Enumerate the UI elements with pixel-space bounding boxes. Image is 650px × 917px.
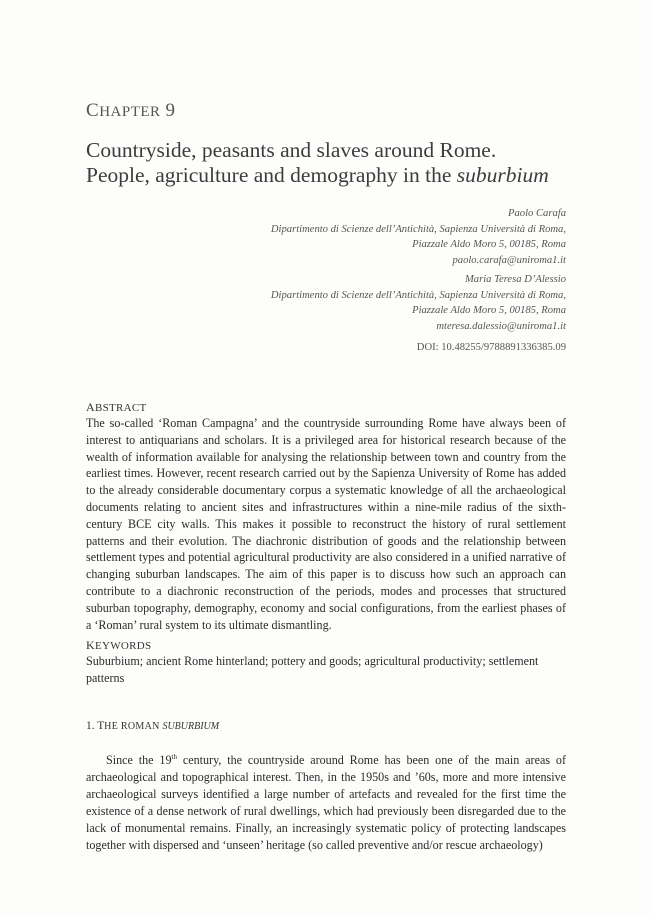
body-text-start: Since the 19 — [106, 753, 172, 767]
author-2-name: Maria Teresa D’Alessio — [464, 274, 566, 285]
section-heading — [86, 720, 219, 732]
chapter-title — [86, 138, 606, 188]
chapter-heading — [86, 100, 176, 122]
author-1-name: Paolo Carafa — [508, 208, 566, 219]
author-1-address: Piazzale Aldo Moro 5, 00185, Roma — [412, 239, 566, 250]
abstract-text: The so-called ‘Roman Campagna’ and the countryside surrounding Rome have always been of interest to antiquarians and scholars. It is a privileged area for historical research because of the wealth of information available for analysing the relationship between town and country from the earliest times. However, recent research carried out by the Sapienza University of Rome has added to the already considerable documentary corpus a systematic knowledge of all the archaeological documents relating to ancient sites and infrastructures within a nine-mile radius of the sixth-century BCE city walls. This makes it possible to reconstruct the history of rural settlement patterns and their evolution. The diachronic distribution of goods and the relationship between settlement types and potential agricultural productivity are also considered in a unified narrative of changing suburban landscapes. The aim of this paper is to discuss how such an approach can contribute to a diachronic reconstruction of the periods, modes and processes that structured suburban topography, demography, economy and social configurations, from the earliest phases of a ‘Roman’ rural system to its ultimate dismantling. — [86, 416, 566, 632]
body-superscript: th — [171, 752, 177, 761]
title-line-2 — [86, 163, 606, 188]
title-line-1: Countryside, peasants and slaves around Rome. — [86, 138, 497, 162]
author-2-email[interactable]: mteresa.dalessio@uniroma1.it — [436, 320, 566, 332]
title-line-2-text: People, agriculture and demography in the — [86, 163, 457, 187]
body-paragraph — [86, 752, 566, 853]
author-1-email[interactable]: paolo.carafa@uniroma1.it — [452, 254, 566, 266]
author-block — [146, 206, 566, 334]
section-number: 1. — [86, 720, 95, 732]
keywords-label-initial: K — [86, 638, 95, 652]
section-title-rest: HE ROMAN — [104, 721, 163, 732]
author-2-affiliation: Dipartimento di Scienze dell’Antichità, Sapienza Università di Roma, — [270, 289, 566, 301]
keywords-text: Suburbium; ancient Rome hinterland; pottery and goods; agricultural productivity; settlement patterns — [86, 654, 539, 685]
author-1-affiliation: Dipartimento di Scienze dell’Antichità, Sapienza Università di Roma, — [270, 223, 566, 235]
chapter-label-initial: C — [86, 100, 100, 121]
abstract-label-initial: A — [86, 400, 95, 414]
abstract-label — [86, 400, 147, 415]
section-title-initial: T — [97, 720, 105, 732]
chapter-number: 9 — [165, 100, 176, 121]
keywords-label — [86, 638, 151, 653]
section-title-italic: SUBURBIUM — [162, 721, 220, 732]
title-line-2-italic: suburbium — [456, 163, 549, 187]
doi[interactable]: DOI: 10.48255/9788891336385.09 — [416, 342, 566, 353]
chapter-label-rest: HAPTER — [99, 104, 161, 120]
author-2-address: Piazzale Aldo Moro 5, 00185, Roma — [412, 305, 566, 316]
body-text-rest: century, the countryside around Rome has been one of the main areas of archaeological and topographical interest. Then, in the 1950s and ’60s, more and more intensive archaeological surveys identified a large number of artefacts and revealed for the first time the existence of a dense network of rural dwellings, which had previously been disregarded due to the lack of monumental remains. Finally, an increasingly systematic policy of protecting landscapes together with dispersed and ‘unseen’ heritage (so called preventive and/or rescue archaeology) — [86, 753, 566, 852]
keywords-label-rest: EYWORDS — [94, 640, 152, 652]
abstract-label-rest: BSTRACT — [94, 402, 147, 414]
